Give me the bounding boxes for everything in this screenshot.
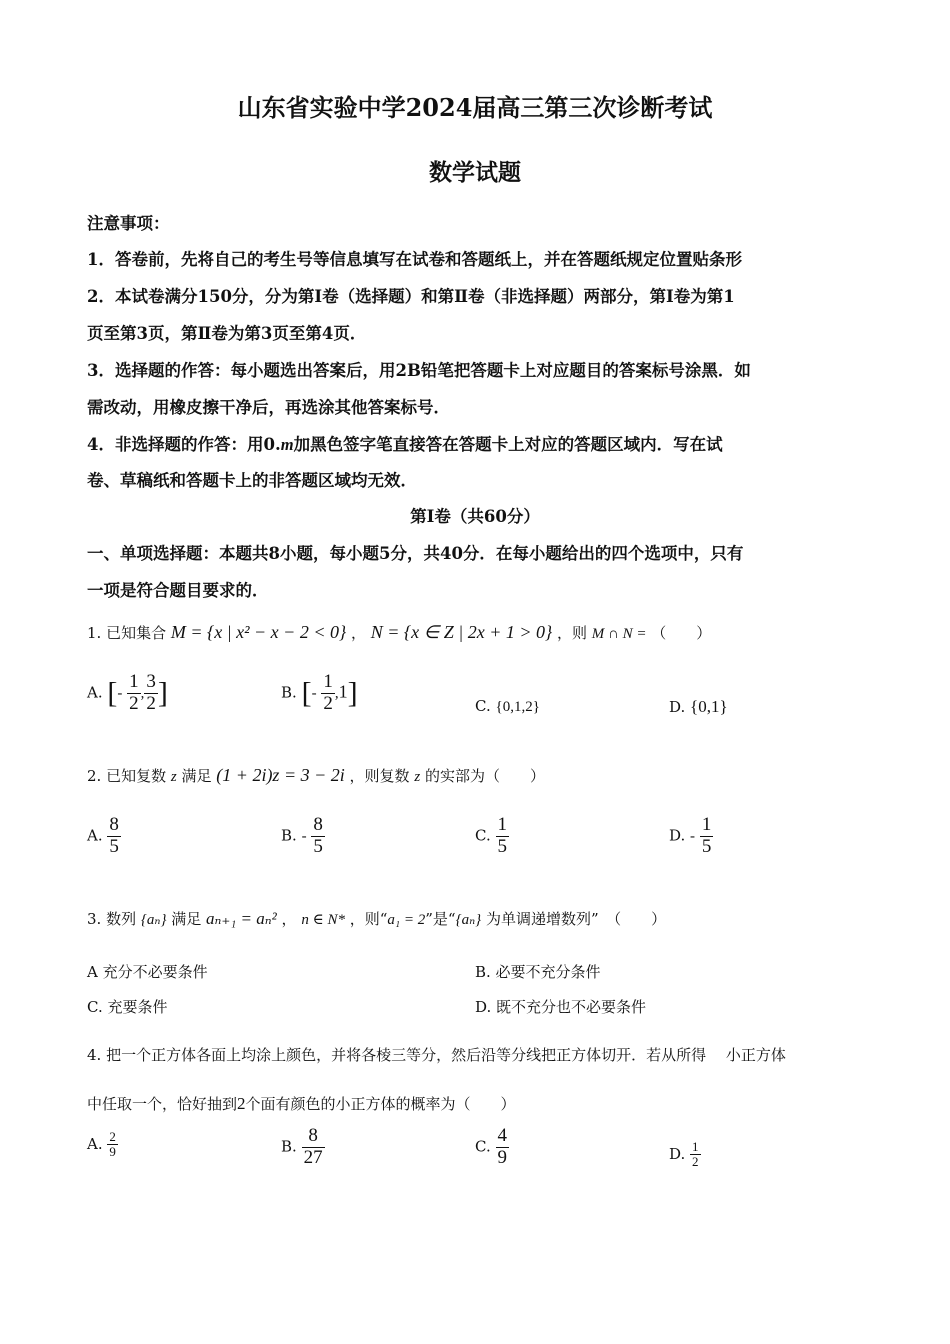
q4-option-a[interactable]: A. $\frac{2}{9}$: [87, 1129, 116, 1160]
question-4-line2: 中任取一个，恰好抽到2个面有颜色的小正方体的概率为（ ）: [87, 1094, 516, 1113]
part-heading: 第Ⅰ卷（共60分）: [410, 507, 540, 526]
q2-equation: (1 + 2i)z = 3 − 2i: [216, 765, 345, 785]
q3-option-c[interactable]: C. 充要条件: [87, 998, 168, 1016]
q4-option-b[interactable]: B. $\frac{8}{27}$: [281, 1125, 323, 1168]
section-heading-line1: 一、单项选择题：本题共8小题，每小题5分，共40分．在每小题给出的四个选项中，只有: [87, 544, 744, 563]
q1-blank: （ ）: [651, 624, 712, 642]
notice-item-4: [87, 431, 723, 455]
q1-set-m: M = {x | x² − x − 2 < 0}: [170, 622, 347, 642]
question-4-line1: 4. 把一个正方体各面上均涂上颜色，并将各棱三等分，然后沿等分线把正方体切开．若从所得 小正方体: [87, 1046, 786, 1064]
q2-option-c[interactable]: C. $\frac{1}{5}$: [475, 814, 507, 857]
exam-title: 山东省实验中学2024届高三第三次诊断考试: [237, 93, 713, 122]
section-heading-line2: 一项是符合题目要求的．: [87, 581, 269, 600]
q1-expr: M ∩ N =: [591, 626, 647, 642]
q1-set-n: N = {x ∈ Z | 2x + 1 > 0}: [370, 622, 553, 642]
notice-item-1: 1．答卷前，先将自己的考生号等信息填写在试卷和答题纸上，并在答题纸规定位置贴条形: [87, 250, 742, 269]
q3-option-a[interactable]: A 充分不必要条件: [87, 963, 208, 981]
notice-item-3-cont: 需改动，用橡皮擦干净后，再选涂其他答案标号．: [87, 398, 450, 417]
notice-item-4-m: m: [280, 435, 294, 454]
notice-item-4-b: 加黑色签字笔直接答在答题卡上对应的答题区域内．写在试: [293, 435, 723, 454]
notice-item-2: 2．本试卷满分150分，分为第Ⅰ卷（选择题）和第Ⅱ卷（非选择题）两部分，第Ⅰ卷为第1: [87, 287, 735, 306]
q1-option-b[interactable]: B. [- $\frac{1}{2}$ ,1]: [281, 671, 358, 714]
question-3-stem: 3. 数列 {aₙ} 满足 aₙ₊₁ = aₙ² ， n ∈ N* ，则“a₁ = 2”是“{aₙ} 为单调递增数列” （ ）: [87, 909, 667, 928]
q1-option-d[interactable]: D. {0,1}: [669, 697, 728, 716]
exam-subtitle: 数学试题: [429, 159, 521, 186]
notice-item-4-cont: 卷、草稿纸和答题卡上的非答题区域均无效．: [87, 471, 417, 490]
q3-option-b[interactable]: B. 必要不充分条件: [475, 963, 601, 981]
q1-option-c[interactable]: C. {0,1,2}: [475, 697, 540, 715]
q1-option-a[interactable]: A. [- $\frac{1}{2}$ , $\frac{3}{2}$ ]: [87, 671, 168, 714]
notice-heading: 注意事项：: [87, 214, 170, 233]
q1-suffix: ，则: [557, 624, 588, 642]
q2-option-a[interactable]: A. $\frac{8}{5}$: [87, 814, 119, 857]
q2-option-b[interactable]: B. - $\frac{8}{5}$: [281, 814, 323, 857]
q2-option-d[interactable]: D. - $\frac{1}{5}$: [669, 814, 712, 857]
q1-prefix: 1. 已知集合: [87, 624, 167, 642]
q4-option-c[interactable]: C. $\frac{4}{9}$: [475, 1125, 507, 1168]
question-1-stem: 1. 已知集合 M = {x | x² − x − 2 < 0} ， N = {x ∈ Z | 2x + 1 > 0} ，则 M ∩ N = （ ）: [87, 622, 712, 642]
question-2-stem: 2. 已知复数 z 满足 (1 + 2i)z = 3 − 2i ，则复数 z 的实部为（ ）: [87, 765, 545, 785]
q3-option-d[interactable]: D. 既不充分也不必要条件: [475, 998, 647, 1016]
notice-item-4-a: 4．非选择题的作答：用0.: [87, 435, 281, 454]
q4-option-d[interactable]: D. $\frac{1}{2}$: [669, 1139, 699, 1170]
notice-item-3: 3．选择题的作答：每小题选出答案后，用2B铅笔把答题卡上对应题目的答案标号涂黑．如: [87, 361, 751, 380]
notice-item-2-cont: 页至第3页，第Ⅱ卷为第3页至第4页．: [87, 324, 367, 343]
